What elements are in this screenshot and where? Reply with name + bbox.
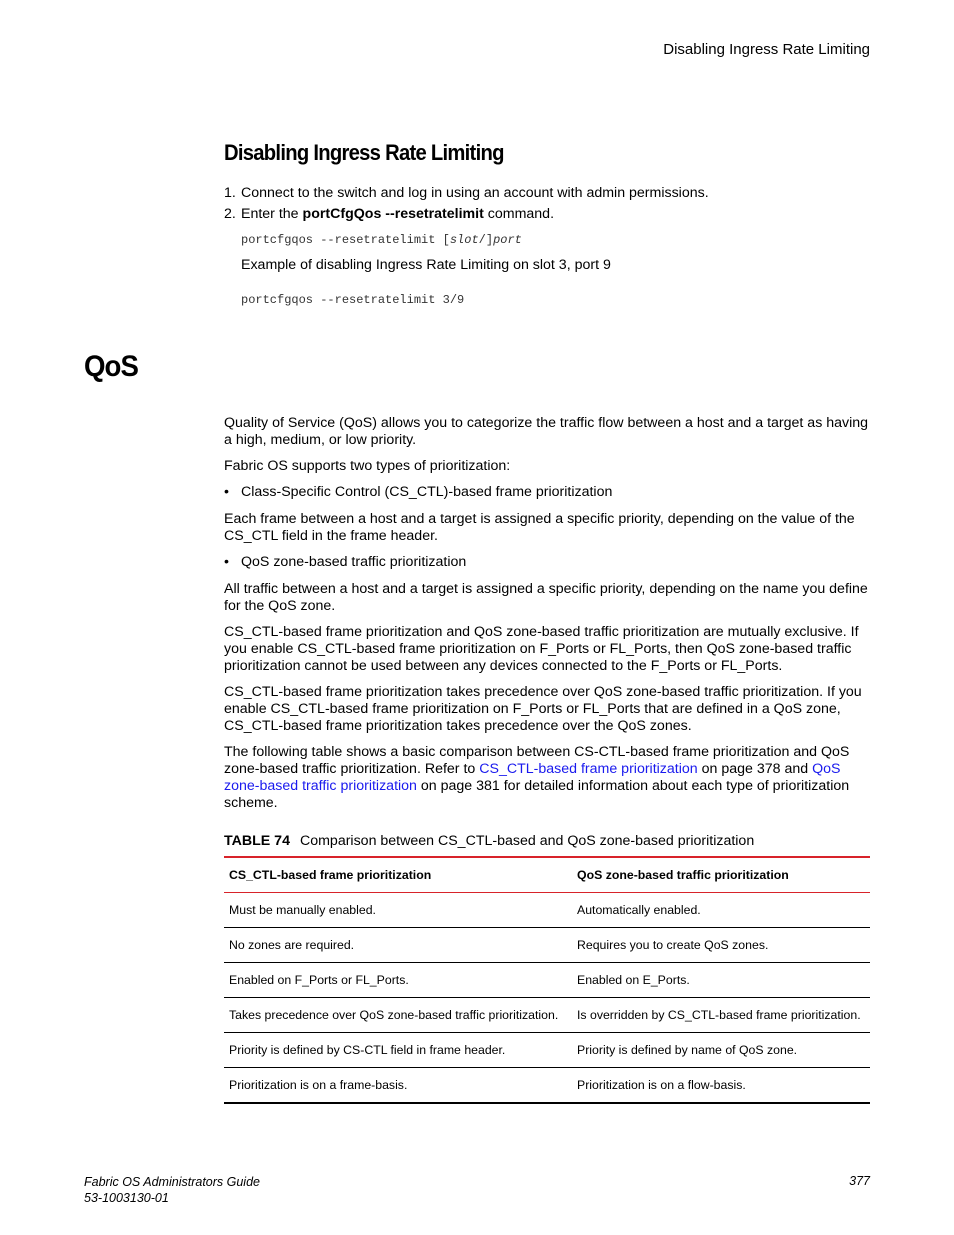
table-header-cell: CS_CTL-based frame prioritization bbox=[224, 857, 572, 893]
table-cell: Enabled on F_Ports or FL_Ports. bbox=[224, 963, 572, 998]
step-text-end: command. bbox=[483, 206, 555, 222]
table-cell: Prioritization is on a flow-basis. bbox=[572, 1068, 870, 1104]
table-cell: Automatically enabled. bbox=[572, 893, 870, 928]
table-cell: No zones are required. bbox=[224, 928, 572, 963]
paragraph-with-links bbox=[224, 744, 870, 812]
step-text: Connect to the switch and log in using an account with admin permissions. bbox=[241, 185, 709, 201]
table-cell: Requires you to create QoS zones. bbox=[572, 928, 870, 963]
table-row bbox=[224, 998, 870, 1033]
table-row bbox=[224, 1068, 870, 1104]
paragraph: CS_CTL-based frame prioritization takes precedence over QoS zone-based traffic prioritization. If you enable CS_CTL-based frame prioritization on F_Ports or FL_Ports that are defined in a QoS zone, CS_CTL-based frame prioritization takes precedence over the QoS zones. bbox=[224, 684, 862, 734]
bullet-text: Class-Specific Control (CS_CTL)-based frame prioritization bbox=[241, 484, 613, 500]
footer-doc-info bbox=[84, 1174, 260, 1206]
table-header-cell: QoS zone-based traffic prioritization bbox=[572, 857, 870, 893]
qos-content bbox=[224, 415, 870, 821]
section-title: Disabling Ingress Rate Limiting bbox=[224, 140, 504, 165]
paragraph-text: on page 378 and bbox=[697, 761, 813, 777]
code-example: portcfgqos --resetratelimit 3/9 bbox=[241, 293, 465, 307]
table-cell: Takes precedence over QoS zone-based traffic prioritization. bbox=[224, 998, 572, 1033]
table-caption-text: Comparison between CS_CTL-based and QoS zone-based prioritization bbox=[299, 833, 755, 849]
code-syntax bbox=[241, 233, 522, 247]
footer-doc-number: 53-1003130-01 bbox=[84, 1191, 169, 1205]
table-row bbox=[224, 963, 870, 998]
example-label: Example of disabling Ingress Rate Limiting on slot 3, port 9 bbox=[241, 257, 611, 273]
code-separator: /] bbox=[478, 233, 494, 247]
table-cell: Priority is defined by name of QoS zone. bbox=[572, 1033, 870, 1068]
footer-page-number: 377 bbox=[849, 1174, 870, 1188]
bullet-icon: • bbox=[224, 554, 229, 570]
table-row bbox=[224, 1033, 870, 1068]
table-cell: Must be manually enabled. bbox=[224, 893, 572, 928]
paragraph: Quality of Service (QoS) allows you to categorize the traffic flow between a host and a target as having a high, medium, or low priority. bbox=[224, 415, 869, 448]
table-caption bbox=[224, 833, 754, 849]
table-row bbox=[224, 893, 870, 928]
table-header-row bbox=[224, 857, 870, 893]
code-port: port bbox=[493, 233, 522, 247]
code-slot: slot bbox=[449, 233, 479, 247]
link-qos-zone-prioritization[interactable]: QoS zone-based traffic prioritization bbox=[224, 761, 841, 794]
link-cs-ctl-prioritization[interactable]: CS_CTL-based frame prioritization bbox=[479, 761, 698, 777]
step-number: 2. bbox=[224, 206, 236, 222]
bullet-text: QoS zone-based traffic prioritization bbox=[241, 554, 467, 570]
table-cell: Prioritization is on a frame-basis. bbox=[224, 1068, 572, 1104]
table-cell: Priority is defined by CS-CTL field in frame header. bbox=[224, 1033, 572, 1068]
bullet-item bbox=[224, 554, 870, 571]
table-cell: Is overridden by CS_CTL-based frame prioritization. bbox=[572, 998, 870, 1033]
paragraph-text: on page 381 for detailed information about each type of prioritization scheme. bbox=[224, 778, 850, 811]
bullet-icon: • bbox=[224, 484, 229, 500]
paragraph-text: The following table shows a basic comparison between CS-CTL-based frame prioritization and QoS zone-based traffic prioritization. Refer to bbox=[224, 744, 850, 777]
bullet-item bbox=[224, 484, 870, 501]
table-cell: Enabled on E_Ports. bbox=[572, 963, 870, 998]
paragraph: Each frame between a host and a target is assigned a specific priority, depending on the value of the CS_CTL field in the frame header. bbox=[224, 511, 855, 544]
footer-doc-title: Fabric OS Administrators Guide bbox=[84, 1175, 260, 1189]
table-row bbox=[224, 928, 870, 963]
step-1 bbox=[224, 185, 709, 202]
steps-list bbox=[224, 185, 709, 227]
paragraph: All traffic between a host and a target is assigned a specific priority, depending on the name you define for the QoS zone. bbox=[224, 581, 868, 614]
running-header: Disabling Ingress Rate Limiting bbox=[663, 41, 870, 58]
table-caption-label: TABLE 74 bbox=[224, 833, 290, 849]
step-2 bbox=[224, 206, 709, 223]
comparison-table bbox=[224, 856, 870, 1104]
step-text: Enter the bbox=[241, 206, 303, 222]
step-number: 1. bbox=[224, 185, 236, 201]
chapter-title: QoS bbox=[84, 350, 138, 383]
command-name: portCfgQos --resetratelimit bbox=[302, 206, 484, 222]
paragraph: Fabric OS supports two types of prioritization: bbox=[224, 458, 511, 474]
paragraph: CS_CTL-based frame prioritization and QoS zone-based traffic prioritization are mutually exclusive. If you enable CS_CTL-based frame prioritization on F_Ports or FL_Ports, then QoS zone-based traffic prioritization cannot be used between any devices connected to the F_Ports or FL_Ports. bbox=[224, 624, 859, 674]
code-command: portcfgqos --resetratelimit [ bbox=[241, 233, 450, 247]
